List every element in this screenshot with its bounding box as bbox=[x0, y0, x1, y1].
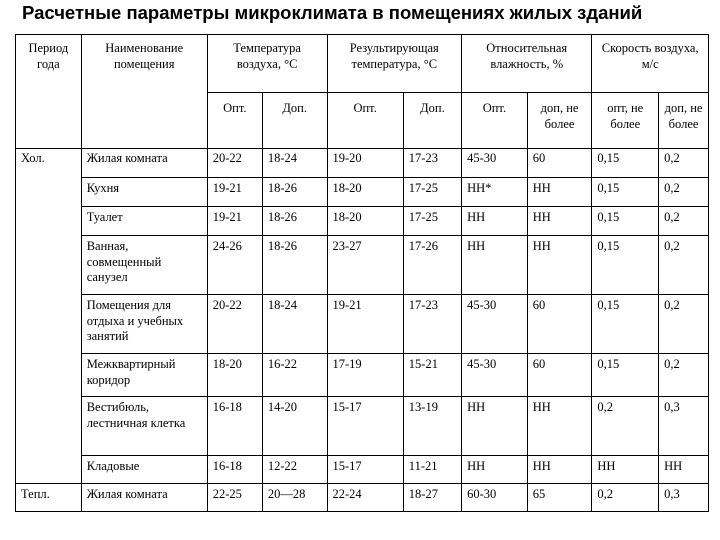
value-cell: 17-23 bbox=[403, 295, 461, 354]
value-cell: 18-26 bbox=[262, 207, 327, 236]
value-cell: 16-18 bbox=[207, 456, 262, 484]
value-cell: 18-20 bbox=[327, 178, 403, 207]
room-header-continuation bbox=[81, 93, 207, 149]
air-temp-header: Температура воздуха, °С bbox=[207, 35, 327, 93]
table-row bbox=[16, 456, 709, 484]
room-cell: Ванная, совмещенный санузел bbox=[81, 236, 207, 295]
value-cell: 24-26 bbox=[207, 236, 262, 295]
value-cell: 18-26 bbox=[262, 178, 327, 207]
value-cell: 0,15 bbox=[592, 178, 659, 207]
value-cell: 18-24 bbox=[262, 149, 327, 178]
air-speed-header: Скорость воздуха, м/с bbox=[592, 35, 709, 93]
value-cell: 65 bbox=[527, 484, 592, 512]
value-cell: 0,15 bbox=[592, 207, 659, 236]
humidity-header: Относительная влажность, % bbox=[462, 35, 592, 93]
value-cell: 0,3 bbox=[659, 397, 709, 456]
value-cell: НН bbox=[527, 456, 592, 484]
value-cell: 12-22 bbox=[262, 456, 327, 484]
table-row bbox=[16, 178, 709, 207]
resulting-temp-header: Результирующая температура, °С bbox=[327, 35, 462, 93]
page-title: Расчетные параметры микроклимата в помещениях жилых зданий bbox=[22, 2, 643, 23]
value-cell: 60 bbox=[527, 149, 592, 178]
subheader-cell: доп, не более bbox=[659, 93, 709, 149]
value-cell: НН bbox=[527, 397, 592, 456]
value-cell: НН bbox=[659, 456, 709, 484]
value-cell: 0,15 bbox=[592, 236, 659, 295]
value-cell: 0,2 bbox=[659, 178, 709, 207]
value-cell: 0,2 bbox=[659, 354, 709, 397]
value-cell: 18-20 bbox=[327, 207, 403, 236]
subheader-cell: доп, не более bbox=[527, 93, 592, 149]
period-cell-warm: Тепл. bbox=[16, 484, 82, 512]
value-cell: 23-27 bbox=[327, 236, 403, 295]
value-cell: 11-21 bbox=[403, 456, 461, 484]
value-cell: 0,2 bbox=[659, 207, 709, 236]
room-cell: Жилая комната bbox=[81, 484, 207, 512]
value-cell: 17-25 bbox=[403, 207, 461, 236]
table-row bbox=[16, 207, 709, 236]
subheader-row bbox=[16, 93, 709, 149]
value-cell: 0,2 bbox=[659, 236, 709, 295]
value-cell: НН bbox=[592, 456, 659, 484]
value-cell: НН bbox=[462, 456, 528, 484]
value-cell: 17-23 bbox=[403, 149, 461, 178]
value-cell: 19-21 bbox=[207, 207, 262, 236]
value-cell: НН* bbox=[462, 178, 528, 207]
table-row bbox=[16, 295, 709, 354]
value-cell: НН bbox=[527, 207, 592, 236]
value-cell: 17-19 bbox=[327, 354, 403, 397]
room-cell: Помещения для отдыха и учебных занятий bbox=[81, 295, 207, 354]
table-row bbox=[16, 149, 709, 178]
value-cell: НН bbox=[462, 397, 528, 456]
header-row bbox=[16, 35, 709, 93]
value-cell: 45-30 bbox=[462, 295, 528, 354]
value-cell: 22-25 bbox=[207, 484, 262, 512]
value-cell: 20-22 bbox=[207, 295, 262, 354]
table-row bbox=[16, 397, 709, 456]
value-cell: 22-24 bbox=[327, 484, 403, 512]
value-cell: 0,15 bbox=[592, 149, 659, 178]
value-cell: 16-18 bbox=[207, 397, 262, 456]
value-cell: НН bbox=[462, 236, 528, 295]
room-cell: Кладовые bbox=[81, 456, 207, 484]
value-cell: 60 bbox=[527, 354, 592, 397]
period-cell-cold: Хол. bbox=[16, 149, 82, 484]
value-cell: 0,15 bbox=[592, 354, 659, 397]
subheader-cell: Опт. bbox=[327, 93, 403, 149]
value-cell: 18-27 bbox=[403, 484, 461, 512]
microclimate-table bbox=[15, 34, 709, 512]
value-cell: 14-20 bbox=[262, 397, 327, 456]
value-cell: НН bbox=[527, 236, 592, 295]
value-cell: 45-30 bbox=[462, 149, 528, 178]
table-row bbox=[16, 236, 709, 295]
room-cell: Кухня bbox=[81, 178, 207, 207]
subheader-cell: Доп. bbox=[403, 93, 461, 149]
value-cell: 0,2 bbox=[592, 484, 659, 512]
room-cell: Туалет bbox=[81, 207, 207, 236]
value-cell: 18-24 bbox=[262, 295, 327, 354]
value-cell: 13-19 bbox=[403, 397, 461, 456]
value-cell: 60 bbox=[527, 295, 592, 354]
subheader-cell: Доп. bbox=[262, 93, 327, 149]
value-cell: 0,2 bbox=[659, 149, 709, 178]
value-cell: 15-17 bbox=[327, 456, 403, 484]
value-cell: 19-21 bbox=[207, 178, 262, 207]
value-cell: 17-26 bbox=[403, 236, 461, 295]
value-cell: 20-22 bbox=[207, 149, 262, 178]
table-row bbox=[16, 484, 709, 512]
room-header: Наименование помещения bbox=[81, 35, 207, 93]
table-row bbox=[16, 354, 709, 397]
value-cell: 18-20 bbox=[207, 354, 262, 397]
value-cell: НН bbox=[462, 207, 528, 236]
period-header: Период года bbox=[16, 35, 82, 149]
room-cell: Жилая комната bbox=[81, 149, 207, 178]
value-cell: 0,15 bbox=[592, 295, 659, 354]
subheader-cell: Опт. bbox=[207, 93, 262, 149]
value-cell: 20—28 bbox=[262, 484, 327, 512]
subheader-cell: опт, не более bbox=[592, 93, 659, 149]
value-cell: 0,2 bbox=[659, 295, 709, 354]
value-cell: 18-26 bbox=[262, 236, 327, 295]
value-cell: 19-20 bbox=[327, 149, 403, 178]
room-cell: Межквартирный коридор bbox=[81, 354, 207, 397]
value-cell: 45-30 bbox=[462, 354, 528, 397]
subheader-cell: Опт. bbox=[462, 93, 528, 149]
value-cell: 19-21 bbox=[327, 295, 403, 354]
value-cell: 15-21 bbox=[403, 354, 461, 397]
value-cell: НН bbox=[527, 178, 592, 207]
value-cell: 60-30 bbox=[462, 484, 528, 512]
value-cell: 0,3 bbox=[659, 484, 709, 512]
room-cell: Вестибюль, лестничная клетка bbox=[81, 397, 207, 456]
value-cell: 17-25 bbox=[403, 178, 461, 207]
value-cell: 16-22 bbox=[262, 354, 327, 397]
value-cell: 0,2 bbox=[592, 397, 659, 456]
value-cell: 15-17 bbox=[327, 397, 403, 456]
